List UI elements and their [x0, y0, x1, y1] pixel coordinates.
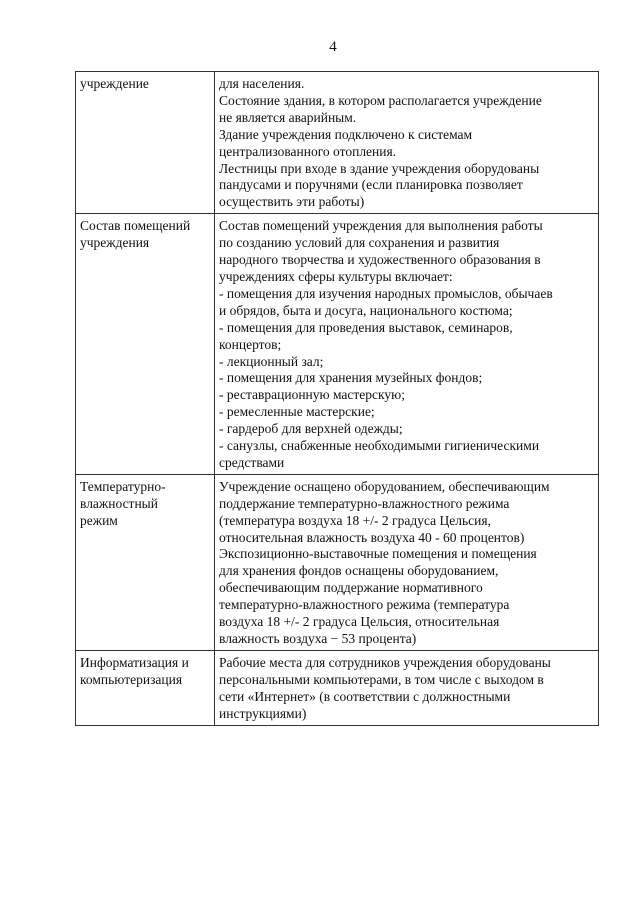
- row-content: [215, 474, 599, 650]
- label-line: режим: [80, 512, 118, 528]
- content-line: обеспечивающим поддержание нормативного: [219, 580, 483, 596]
- row-label: [76, 650, 215, 725]
- content-line: не является аварийным.: [219, 109, 357, 125]
- row-label: [76, 474, 215, 650]
- content-line: Экспозиционно-выставочные помещения и помещения: [219, 546, 537, 562]
- content-line: средствами: [219, 454, 285, 470]
- content-line: пандусами и поручнями (если планировка позволяет: [219, 177, 523, 193]
- content-line: для хранения фондов оснащены оборудованием,: [219, 563, 499, 579]
- content-line: - ремесленные мастерские;: [219, 404, 375, 420]
- content-line: Учреждение оснащено оборудованием, обеспечивающим: [219, 478, 550, 494]
- content-line: Рабочие места для сотрудников учреждения оборудованы: [219, 654, 551, 670]
- table-row: [76, 72, 599, 214]
- table-row: [76, 474, 599, 650]
- row-label: [76, 72, 215, 214]
- content-line: инструкциями): [219, 705, 307, 721]
- table-row: [76, 214, 599, 475]
- content-line: - реставрационную мастерскую;: [219, 387, 405, 403]
- content-line: Здание учреждения подключено к системам: [219, 126, 473, 142]
- row-content: [215, 72, 599, 214]
- content-line: - помещения для хранения музейных фондов;: [219, 370, 483, 386]
- label-line: учреждения: [80, 235, 150, 251]
- content-line: (температура воздуха 18 +/- 2 градуса Цельсия,: [219, 512, 491, 528]
- content-line: по созданию условий для сохранения и развития: [219, 235, 500, 251]
- content-line: воздуха 18 +/- 2 градуса Цельсия, относительная: [219, 614, 500, 630]
- label-line: Состав помещений: [80, 218, 191, 234]
- table-row: [76, 650, 599, 725]
- content-line: - гардероб для верхней одежды;: [219, 421, 403, 437]
- content-line: поддержание температурно-влажностного режима: [219, 495, 510, 511]
- content-line: учреждениях сферы культуры включает:: [219, 268, 453, 284]
- label-line: Информатизация и: [80, 654, 189, 670]
- content-line: для населения.: [219, 76, 305, 91]
- content-line: - лекционный зал;: [219, 353, 324, 369]
- content-line: температурно-влажностного режима (температура: [219, 597, 510, 613]
- content-line: концертов;: [219, 336, 282, 352]
- requirements-table: [75, 71, 599, 726]
- content-line: относительная влажность воздуха 40 - 60 процентов): [219, 529, 525, 545]
- row-label: [76, 214, 215, 475]
- label-line: влажностный: [80, 495, 158, 511]
- content-line: осуществить эти работы): [219, 194, 365, 210]
- content-line: централизованного отопления.: [219, 143, 397, 159]
- content-line: Состав помещений учреждения для выполнения работы: [219, 218, 543, 234]
- content-line: - помещения для проведения выставок, семинаров,: [219, 319, 513, 335]
- content-line: Состояние здания, в котором располагается учреждение: [219, 92, 542, 108]
- content-line: персональными компьютерами, в том числе с выходом в: [219, 671, 544, 687]
- label-line: компьютеризация: [80, 671, 183, 687]
- content-line: - санузлы, снабженные необходимыми гигиеническими: [219, 438, 540, 454]
- page-number: 4: [329, 39, 337, 55]
- content-line: - помещения для изучения народных промыслов, обычаев: [219, 285, 553, 301]
- label-line: учреждение: [80, 76, 149, 91]
- content-line: влажность воздуха − 53 процента): [219, 631, 417, 646]
- content-line: и обрядов, быта и досуга, национального костюма;: [219, 302, 513, 318]
- label-line: Температурно-: [80, 478, 166, 494]
- row-content: [215, 214, 599, 475]
- content-line: Лестницы при входе в здание учреждения оборудованы: [219, 160, 540, 176]
- content-line: сети «Интернет» (в соответствии с должностными: [219, 688, 511, 704]
- row-content: [215, 650, 599, 725]
- content-line: народного творчества и художественного образования в: [219, 252, 541, 268]
